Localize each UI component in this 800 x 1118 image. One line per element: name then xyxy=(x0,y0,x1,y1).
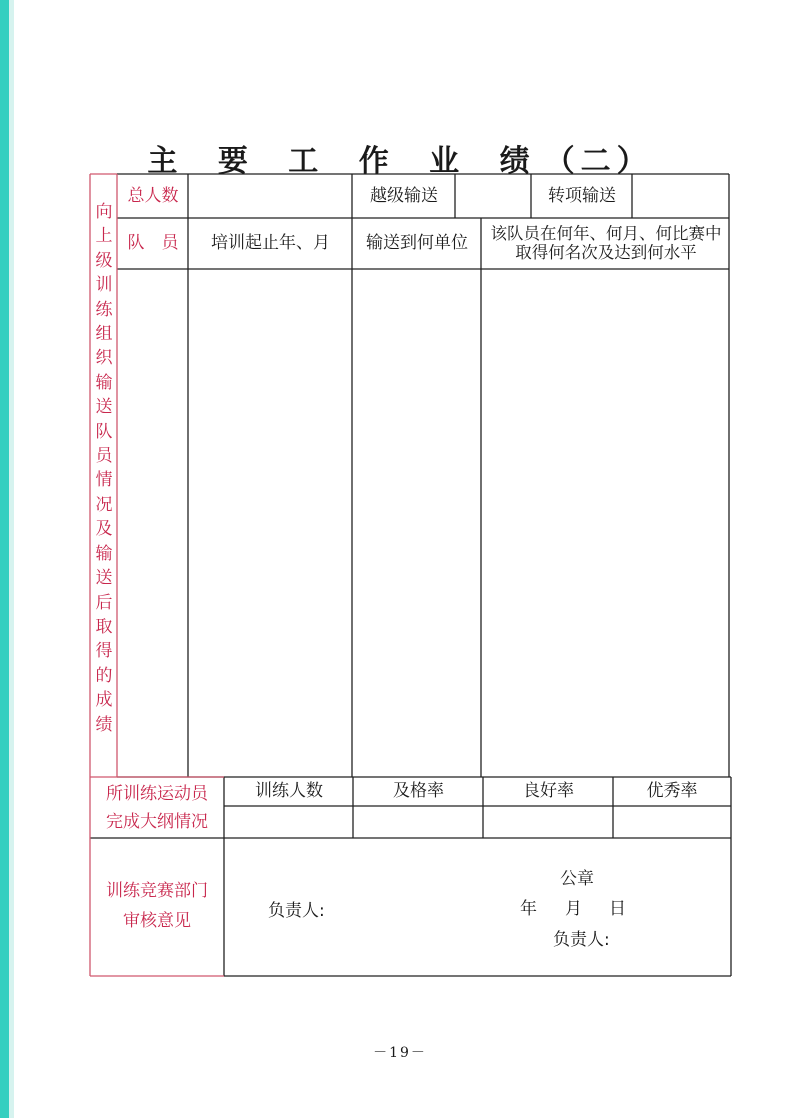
unit-entry-area[interactable] xyxy=(353,270,481,776)
review-opinion-label xyxy=(91,870,223,942)
responsible-left-label: 负责人: xyxy=(268,901,325,921)
excellent-rate-header: 优秀率 xyxy=(646,781,698,802)
result-column-header: 该队员在何年、何月、何比赛中取得何名次及达到何水平 xyxy=(490,224,722,262)
excellent-rate-value[interactable] xyxy=(614,807,730,838)
seal-label: 公章 xyxy=(560,869,594,889)
side-label-transfer xyxy=(94,200,114,737)
outline-label-line1: 所训练运动员 xyxy=(106,784,208,804)
member-entry-area[interactable] xyxy=(118,270,188,776)
side-label-char: 输 xyxy=(95,372,113,393)
title-suffix: （二） xyxy=(544,144,653,179)
side-label-char: 及 xyxy=(95,519,113,540)
result-entry-area[interactable] xyxy=(482,270,728,776)
side-label-char: 向 xyxy=(95,202,113,222)
good-rate-value[interactable] xyxy=(484,807,613,838)
side-label-char: 组 xyxy=(95,324,113,345)
side-label-char: 的 xyxy=(95,665,113,686)
page-number: －19－ xyxy=(373,1045,427,1061)
transfer-label: 转项输送 xyxy=(548,185,616,206)
advance-transfer-label: 越级输送 xyxy=(370,185,438,206)
outline-completion-label xyxy=(91,780,223,836)
transfer-value[interactable] xyxy=(633,175,729,218)
side-label-char: 上 xyxy=(95,226,113,247)
period-entry-area[interactable] xyxy=(189,270,352,776)
side-label-char: 员 xyxy=(95,446,113,467)
pass-rate-header: 及格率 xyxy=(393,781,444,802)
pass-rate-value[interactable] xyxy=(354,807,483,838)
side-label-char: 级 xyxy=(95,250,113,271)
side-label-char: 队 xyxy=(95,421,113,442)
side-label-char: 绩 xyxy=(95,714,113,735)
review-label-line2: 审核意见 xyxy=(123,911,191,931)
training-count-header: 训练人数 xyxy=(255,781,323,802)
side-label-char: 成 xyxy=(95,690,113,711)
good-rate-header: 良好率 xyxy=(523,781,574,802)
side-label-char: 训 xyxy=(95,275,113,296)
review-label-line1: 训练竞赛部门 xyxy=(106,881,208,901)
side-label-char: 况 xyxy=(95,494,113,515)
year-label: 年 xyxy=(520,899,537,919)
side-label-char: 织 xyxy=(95,348,113,369)
side-label-char: 送 xyxy=(95,568,113,589)
side-label-char: 后 xyxy=(95,592,113,613)
advance-transfer-value[interactable] xyxy=(456,175,531,218)
member-column-header: 队 员 xyxy=(127,233,179,254)
side-label-char: 情 xyxy=(95,470,113,491)
total-count-label: 总人数 xyxy=(127,185,179,206)
period-column-header: 培训起止年、月 xyxy=(211,233,330,254)
training-count-value[interactable] xyxy=(225,807,353,838)
responsible-right-label: 负责人: xyxy=(553,930,610,950)
day-label: 日 xyxy=(609,899,626,919)
month-label: 月 xyxy=(565,899,582,919)
side-label-char: 输 xyxy=(95,543,113,564)
outline-label-line2: 完成大纲情况 xyxy=(106,812,208,832)
title-main: 主 要 工 作 业 绩 xyxy=(147,144,545,179)
total-count-value[interactable] xyxy=(189,175,351,218)
unit-column-header: 输送到何单位 xyxy=(366,233,468,254)
side-label-char: 送 xyxy=(95,397,113,418)
side-label-char: 取 xyxy=(95,616,113,637)
side-label-char: 练 xyxy=(95,299,113,320)
side-label-char: 得 xyxy=(95,641,113,662)
